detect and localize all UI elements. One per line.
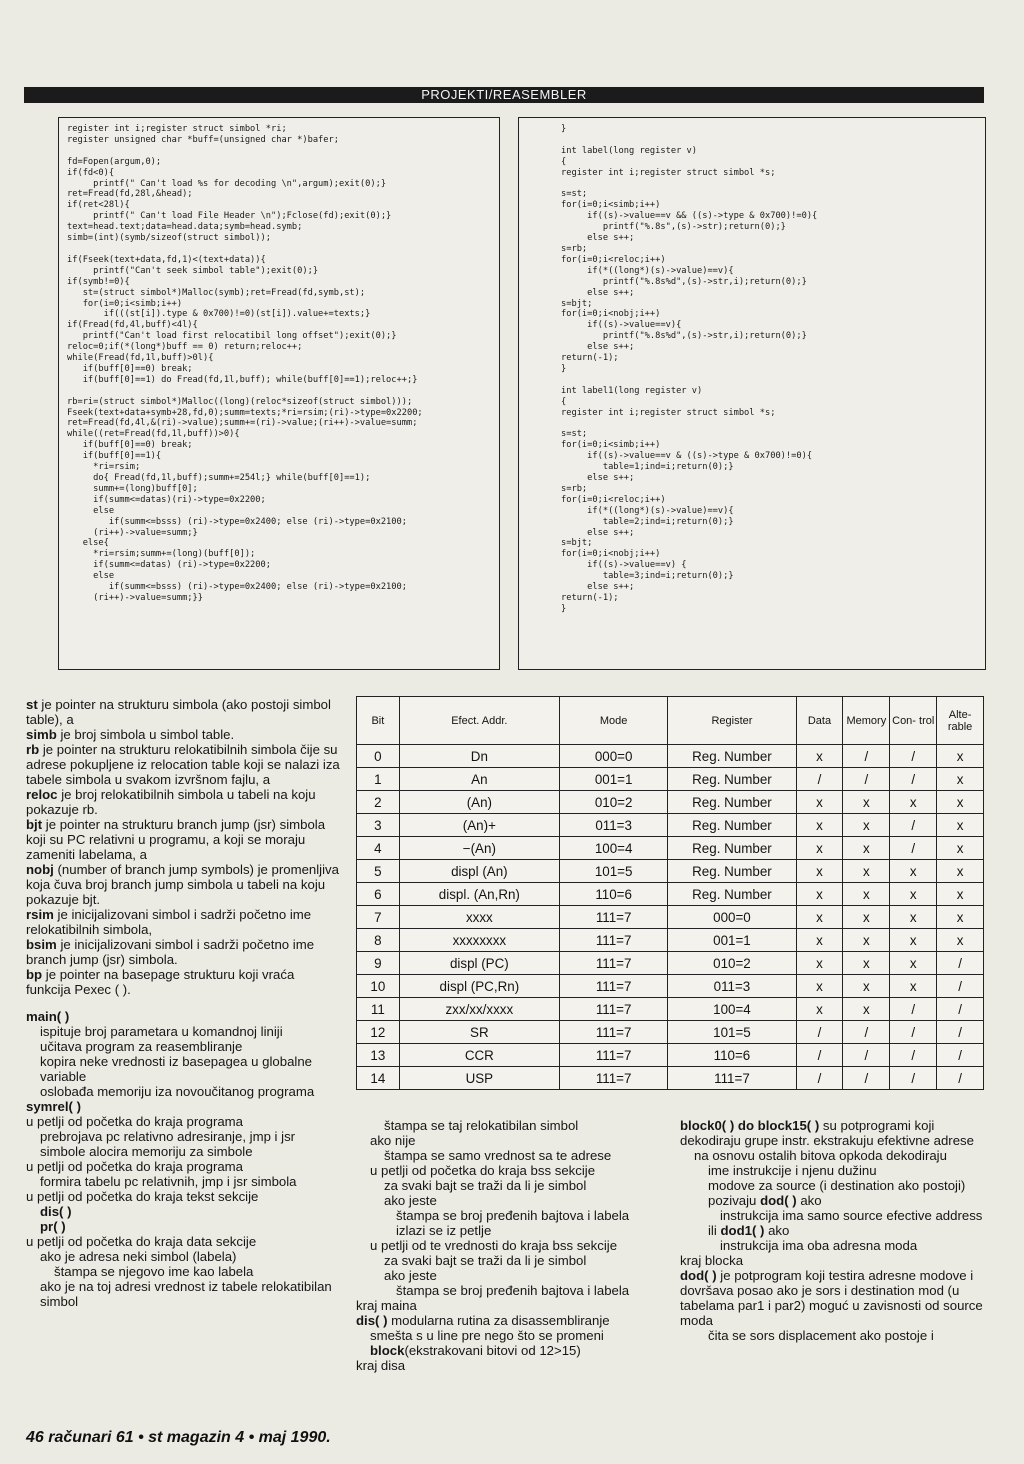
- term: bp: [26, 967, 43, 982]
- table-cell: /: [843, 768, 890, 791]
- table-cell: 011=3: [668, 975, 796, 998]
- table-cell: x: [796, 929, 843, 952]
- table-cell: displ (PC): [399, 952, 559, 975]
- table-cell: x: [843, 837, 890, 860]
- table-cell: 001=1: [559, 768, 667, 791]
- table-cell: /: [843, 1021, 890, 1044]
- paragraph: [26, 727, 340, 742]
- table-cell: x: [796, 791, 843, 814]
- table-cell: displ (An): [399, 860, 559, 883]
- term: block0( ) do block15( ): [680, 1118, 820, 1133]
- table-cell: /: [937, 1067, 984, 1090]
- section-title: PROJEKTI/REASEMBLER: [421, 87, 587, 102]
- table-cell: /: [937, 1044, 984, 1067]
- list-item: izlazi se iz petlje: [396, 1223, 492, 1238]
- table-cell: x: [843, 952, 890, 975]
- table-cell: /: [890, 1067, 937, 1090]
- function-heading: pr( ): [40, 1219, 66, 1234]
- table-row: [357, 814, 984, 837]
- term: dis( ): [356, 1313, 388, 1328]
- list-item: učitava program za reasembliranje: [40, 1039, 243, 1054]
- term: nobj: [26, 862, 54, 877]
- table-cell: USP: [399, 1067, 559, 1090]
- table-cell: 110=6: [668, 1044, 796, 1067]
- table-cell: x: [843, 883, 890, 906]
- list-item: u petlji od početka do kraja programa: [26, 1159, 243, 1174]
- table-cell: 7: [357, 906, 400, 929]
- term: simb: [26, 727, 57, 742]
- paragraph-text: (ekstrakovani bitovi od 12>15): [404, 1343, 581, 1358]
- table-row: [357, 952, 984, 975]
- table-cell: 100=4: [559, 837, 667, 860]
- term: reloc: [26, 787, 58, 802]
- paragraph: [356, 1313, 656, 1328]
- table-cell: x: [890, 883, 937, 906]
- column-header: Bit: [357, 697, 400, 745]
- table-row: [357, 929, 984, 952]
- list-item: štampa se taj relokatibilan simbol: [384, 1118, 579, 1133]
- table-cell: x: [890, 906, 937, 929]
- paragraph: [26, 787, 340, 817]
- table-row: [357, 883, 984, 906]
- table-cell: An: [399, 768, 559, 791]
- table-cell: x: [890, 791, 937, 814]
- paragraph: [26, 817, 340, 862]
- table-cell: x: [796, 837, 843, 860]
- table-cell: /: [937, 1021, 984, 1044]
- table-cell: Reg. Number: [668, 860, 796, 883]
- middle-column-text: [356, 1118, 656, 1373]
- table-cell: 111=7: [668, 1067, 796, 1090]
- table-cell: x: [796, 883, 843, 906]
- list-item: ispituje broj parametara u komandnoj liniji: [40, 1024, 283, 1039]
- list-item: čita se sors displacement ako postoje i: [708, 1328, 934, 1343]
- table-cell: 101=5: [668, 1021, 796, 1044]
- paragraph-text: je inicijalizovani simbol i sadrži početno ime relokatibilnih simbola,: [26, 907, 312, 937]
- table-cell: /: [843, 1044, 890, 1067]
- paragraph: [356, 1343, 656, 1358]
- list-item: kraj maina: [356, 1298, 417, 1313]
- table-cell: SR: [399, 1021, 559, 1044]
- paragraph-text: je pointer na strukturu simbola (ako postoji simbol table), a: [26, 697, 331, 727]
- paragraph-text: (number of branch jump symbols) je promenljiva koja čuva broj branch jump simbola u tabeli na koju pokazuje bjt.: [26, 862, 339, 907]
- table-cell: 111=7: [559, 975, 667, 998]
- table-cell: 2: [357, 791, 400, 814]
- term: st: [26, 697, 38, 712]
- column-header: Mode: [559, 697, 667, 745]
- table-cell: zxx/xx/xxxx: [399, 998, 559, 1021]
- list-item: modove za source (i destination ako postoji): [708, 1178, 966, 1193]
- column-header: Efect. Addr.: [399, 697, 559, 745]
- table-cell: 111=7: [559, 929, 667, 952]
- paragraph-text: su potprogrami koji dekodiraju grupe instr. ekstrakuju efektivne adrese: [680, 1118, 974, 1148]
- list-item: ime instrukcije i njenu dužinu: [708, 1163, 877, 1178]
- left-column-text: [26, 697, 340, 1309]
- table-cell: 000=0: [559, 745, 667, 768]
- table-row: [357, 1044, 984, 1067]
- table-cell: x: [937, 860, 984, 883]
- list-item: kopira neke vrednosti iz basepagea u globalne variable: [40, 1054, 312, 1084]
- table-row: [357, 1067, 984, 1090]
- table-row: [357, 768, 984, 791]
- list-item: u petlji od početka do kraja tekst sekcije: [26, 1189, 259, 1204]
- list-item: smešta s u line pre nego što se promeni: [370, 1328, 604, 1343]
- table-cell: x: [937, 745, 984, 768]
- paragraph-text: je pointer na strukturu branch jump (jsr) simbola koji su PC relativni u programu, a koji se moraju zameniti labelama, a: [26, 817, 326, 862]
- list-item: štampa se broj pređenih bajtova i labela: [396, 1283, 630, 1298]
- paragraph: [26, 937, 340, 967]
- table-cell: 111=7: [559, 952, 667, 975]
- table-header-row: [357, 697, 984, 745]
- paragraph-text: je pointer na basepage strukturu koji vraća funkcija Pexec ( ).: [26, 967, 295, 997]
- list-item: na osnovu ostalih bitova opkoda dekodiraju: [694, 1148, 947, 1163]
- list-item: ako jeste: [384, 1268, 437, 1283]
- paragraph: [680, 1268, 986, 1328]
- table-cell: Reg. Number: [668, 791, 796, 814]
- table-cell: x: [796, 906, 843, 929]
- table-cell: x: [796, 975, 843, 998]
- table-cell: xxxxxxxx: [399, 929, 559, 952]
- table-cell: x: [937, 929, 984, 952]
- table-cell: displ. (An,Rn): [399, 883, 559, 906]
- column-header: Alte- rable: [937, 697, 984, 745]
- table-cell: x: [796, 998, 843, 1021]
- list-item: u petlji od početka do kraja bss sekcije: [370, 1163, 596, 1178]
- table-cell: 12: [357, 1021, 400, 1044]
- page-footer: 46 računari 61 • st magazin 4 • maj 1990.: [26, 1429, 331, 1446]
- table-cell: x: [843, 998, 890, 1021]
- table-cell: Reg. Number: [668, 883, 796, 906]
- table-cell: displ (PC,Rn): [399, 975, 559, 998]
- list-item: kraj disa: [356, 1358, 406, 1373]
- table-cell: /: [796, 768, 843, 791]
- table-cell: x: [937, 837, 984, 860]
- paragraph: [26, 697, 340, 727]
- list-item: ako je adresa neki simbol (labela): [40, 1249, 237, 1264]
- list-item: štampa se samo vrednost sa te adrese: [384, 1148, 612, 1163]
- paragraph-text: je broj simbola u simbol table.: [56, 727, 235, 742]
- table-cell: 010=2: [559, 791, 667, 814]
- paragraph-text: je potprogram koji testira adresne modove i dovršava posao ako je sors i destination mod (u tabelama par1 i par2) moguć u zavisnosti od source moda: [680, 1268, 983, 1328]
- table-cell: x: [937, 906, 984, 929]
- list-item: kraj blocka: [680, 1253, 744, 1268]
- table-row: [357, 1021, 984, 1044]
- term: block: [370, 1343, 405, 1358]
- code-text-right: } int label(long register v) { register int i;register struct simbol *s; s=st; for(i=0;i<simb;i++) if((s)->value==v && ((s)->type & 0x700)!=0){ printf("%.8s",(s)->str);return(0);} else s++; s=rb; for(i=0;i<reloc;i++) if(*((long*)(s)->value)==v){ printf("%.8s%d",(s)->str,i);return(0);} else s++; s=bjt; for(i=0;i<nobj;i++) if((s)->value==v){ printf("%.8s%d",(s)->str,i);return(0);} else s++; return(-1); } int label1(long register v) { register int i;register struct simbol *s; s=st; for(i=0;i<simb;i++) if((s)->value==v & ((s)->type & 0x700)!=0){ table=1;ind=i;return(0);} else s++; s=rb; for(i=0;i<reloc;i++) if(*((long*)(s)->value)==v){ table=2;ind=i;return(0);} else s++; s=bjt; for(i=0;i<nobj;i++) if((s)->value==v) { table=3;ind=i;return(0);} else s++; return(-1); }: [561, 124, 818, 614]
- table-cell: 101=5: [559, 860, 667, 883]
- table-cell: 110=6: [559, 883, 667, 906]
- table-row: [357, 745, 984, 768]
- table-cell: /: [890, 837, 937, 860]
- table-cell: 111=7: [559, 906, 667, 929]
- list-item: prebrojava pc relativno adresiranje, jmp i jsr simbole alocira memoriju za simbole: [40, 1129, 296, 1159]
- table-cell: 111=7: [559, 998, 667, 1021]
- table-cell: x: [937, 791, 984, 814]
- table-cell: /: [890, 745, 937, 768]
- table-cell: /: [937, 975, 984, 998]
- table-cell: 111=7: [559, 1067, 667, 1090]
- code-text-left: register int i;register struct simbol *ri; register unsigned char *buff=(unsigned char *)bafer; fd=Fopen(argum,0); if(fd<0){ printf(" Can't load %s for decoding \n",argum);exit(0);} ret=Fread(fd,28l,&head); if(ret<28l){ printf(" Can't load File Header \n");Fclose(fd);exit(0);} text=head.text;data=head.data;symb=head.symb; simb=(int)(symb/sizeof(struct simbol)); if(Fseek(text+data,fd,1)<(text+data)){ printf("Can't seek simbol table");exit(0);} if(symb!=0){ st=(struct simbol*)Malloc(symb);ret=Fread(fd,symb,st); for(i=0;i<simb;i++) if(((st[i]).type & 0x700)!=0)(st[i]).value+=texts;} if(Fread(fd,4l,buff)<4l){ printf("Can't load first relocatibil long offset");exit(0);} reloc=0;if(*(long*)buff == 0) return;reloc++; while(Fread(fd,1l,buff)>0l){ if(buff[0]==0) break; if(buff[0]==1) do Fread(fd,1l,buff); while(buff[0]==1);reloc++;} rb=ri=(struct simbol*)Malloc((long)(reloc*sizeof(struct simbol))); Fseek(text+data+symb+28,fd,0);summ=texts;*ri=rsim;(ri)->type=0x2200; ret=Fread(fd,4l,&(ri)->value);summ+=(ri)->value;(ri++)->value=summ; while((ret=Fread(fd,1l,buff))>0){ if(buff[0]==0) break; if(buff[0]==1){ *ri=rsim; do{ Fread(fd,1l,buff);summ+=254l;} while(buff[0]==1); summ+=(long)buff[0]; if(summ<=datas)(ri)->type=0x2200; else if(summ<=bsss) (ri)->type=0x2400; else (ri)->type=0x2100; (ri++)->value=summ;} else{ *ri=rsim;summ+=(long)(buff[0]); if(summ<=datas) (ri)->type=0x2200; else if(summ<=bsss) (ri)->type=0x2400; else (ri)->type=0x2100; (ri++)->value=summ;}}: [67, 124, 423, 603]
- table-cell: −(An): [399, 837, 559, 860]
- paragraph: [26, 862, 340, 907]
- table-cell: (An)+: [399, 814, 559, 837]
- table-cell: 5: [357, 860, 400, 883]
- table-cell: x: [890, 975, 937, 998]
- table-row: [357, 998, 984, 1021]
- table-cell: (An): [399, 791, 559, 814]
- term: rsim: [26, 907, 54, 922]
- table-cell: /: [796, 1021, 843, 1044]
- table-cell: Reg. Number: [668, 814, 796, 837]
- list-item: ako nije: [370, 1133, 416, 1148]
- table-cell: CCR: [399, 1044, 559, 1067]
- paragraph: [26, 742, 340, 787]
- list-item: ako je na toj adresi vrednost iz tabele relokatibilan simbol: [40, 1279, 332, 1309]
- list-item: za svaki bajt se traži da li je simbol: [384, 1253, 587, 1268]
- column-header: Memory: [843, 697, 890, 745]
- table-cell: x: [843, 975, 890, 998]
- term: bsim: [26, 937, 57, 952]
- paragraph: [680, 1118, 986, 1148]
- addressing-mode-table: [356, 696, 984, 1090]
- table-cell: 9: [357, 952, 400, 975]
- table-cell: 001=1: [668, 929, 796, 952]
- column-header: Register: [668, 697, 796, 745]
- term: dod1( ): [720, 1223, 765, 1238]
- paragraph-text: je inicijalizovani simbol i sadrži početno ime branch jump (jsr) simbola.: [26, 937, 315, 967]
- paragraph-text: je pointer na strukturu relokatibilnih simbola čije su adrese pokupljene iz relocation table koji se nalazi iza tabele simbola u svakom izvršnom fajlu, a: [26, 742, 340, 787]
- code-listing-right: [518, 117, 986, 670]
- table-cell: x: [937, 883, 984, 906]
- term: rb: [26, 742, 40, 757]
- table-cell: 000=0: [668, 906, 796, 929]
- paragraph-text: modularna rutina za disassembliranje: [387, 1313, 610, 1328]
- table-cell: /: [890, 814, 937, 837]
- function-heading: main( ): [26, 1009, 70, 1024]
- column-header: Con- trol: [890, 697, 937, 745]
- table-cell: xxxx: [399, 906, 559, 929]
- table-cell: 111=7: [559, 1021, 667, 1044]
- table-cell: x: [843, 814, 890, 837]
- table-cell: Dn: [399, 745, 559, 768]
- list-item: ako jeste: [384, 1193, 437, 1208]
- table-cell: x: [843, 929, 890, 952]
- paragraph: [26, 967, 340, 997]
- table-cell: x: [843, 906, 890, 929]
- table-cell: /: [796, 1067, 843, 1090]
- table-cell: /: [937, 952, 984, 975]
- term: bjt: [26, 817, 43, 832]
- table-cell: 100=4: [668, 998, 796, 1021]
- table-cell: Reg. Number: [668, 745, 796, 768]
- table-cell: 011=3: [559, 814, 667, 837]
- table-cell: Reg. Number: [668, 768, 796, 791]
- table-cell: 14: [357, 1067, 400, 1090]
- table-cell: x: [890, 952, 937, 975]
- table-cell: 010=2: [668, 952, 796, 975]
- term: dod( ): [680, 1268, 717, 1283]
- table-cell: 11: [357, 998, 400, 1021]
- table-cell: Reg. Number: [668, 837, 796, 860]
- list-item: instrukcija ima samo source efective address: [720, 1208, 983, 1223]
- list-item: u petlji od početka do kraja programa: [26, 1114, 243, 1129]
- list-item: instrukcija ima oba adresna moda: [720, 1238, 918, 1253]
- table-cell: /: [843, 1067, 890, 1090]
- code-listing-left: [58, 117, 500, 670]
- table-cell: /: [890, 768, 937, 791]
- list-item: štampa se njegovo ime kao labela: [54, 1264, 254, 1279]
- list-item: štampa se broj pređenih bajtova i labela: [396, 1208, 630, 1223]
- table-cell: 13: [357, 1044, 400, 1067]
- table-cell: x: [890, 929, 937, 952]
- right-column-text: [680, 1118, 986, 1343]
- table-cell: x: [937, 768, 984, 791]
- table-cell: 4: [357, 837, 400, 860]
- table-row: [357, 906, 984, 929]
- paragraph-text: je broj relokatibilnih simbola u tabeli na koju pokazuje rb.: [26, 787, 316, 817]
- section-title-bar: [24, 87, 984, 103]
- table-cell: /: [937, 998, 984, 1021]
- table-cell: x: [796, 745, 843, 768]
- list-item: u petlji od te vrednosti do kraja bss sekcije: [370, 1238, 618, 1253]
- table-cell: 10: [357, 975, 400, 998]
- table-cell: /: [890, 1044, 937, 1067]
- table-cell: 111=7: [559, 1044, 667, 1067]
- table-row: [357, 791, 984, 814]
- column-header: Data: [796, 697, 843, 745]
- table-cell: 3: [357, 814, 400, 837]
- table-cell: /: [843, 745, 890, 768]
- list-item: u petlji od početka do kraja data sekcije: [26, 1234, 257, 1249]
- function-heading: dis( ): [40, 1204, 72, 1219]
- paragraph: [26, 907, 340, 937]
- table-cell: x: [937, 814, 984, 837]
- table-cell: x: [843, 791, 890, 814]
- table-cell: 1: [357, 768, 400, 791]
- table-cell: x: [843, 860, 890, 883]
- table-row: [357, 837, 984, 860]
- table-row: [357, 860, 984, 883]
- list-item: pozivaju dod( ) ako: [708, 1193, 822, 1208]
- table-cell: /: [890, 1021, 937, 1044]
- list-item: ili dod1( ) ako: [708, 1223, 790, 1238]
- table-row: [357, 975, 984, 998]
- table-cell: 8: [357, 929, 400, 952]
- table-cell: x: [796, 814, 843, 837]
- table-cell: /: [796, 1044, 843, 1067]
- term: dod( ): [760, 1193, 797, 1208]
- list-item: za svaki bajt se traži da li je simbol: [384, 1178, 587, 1193]
- function-heading: symrel( ): [26, 1099, 81, 1114]
- table-cell: x: [796, 952, 843, 975]
- table-cell: x: [890, 860, 937, 883]
- table-cell: /: [890, 998, 937, 1021]
- table-cell: 6: [357, 883, 400, 906]
- table-cell: x: [796, 860, 843, 883]
- list-item: oslobađa memoriju iza novoučitanog programa: [40, 1084, 315, 1099]
- list-item: formira tabelu pc relativnih, jmp i jsr simbola: [40, 1174, 297, 1189]
- table-cell: 0: [357, 745, 400, 768]
